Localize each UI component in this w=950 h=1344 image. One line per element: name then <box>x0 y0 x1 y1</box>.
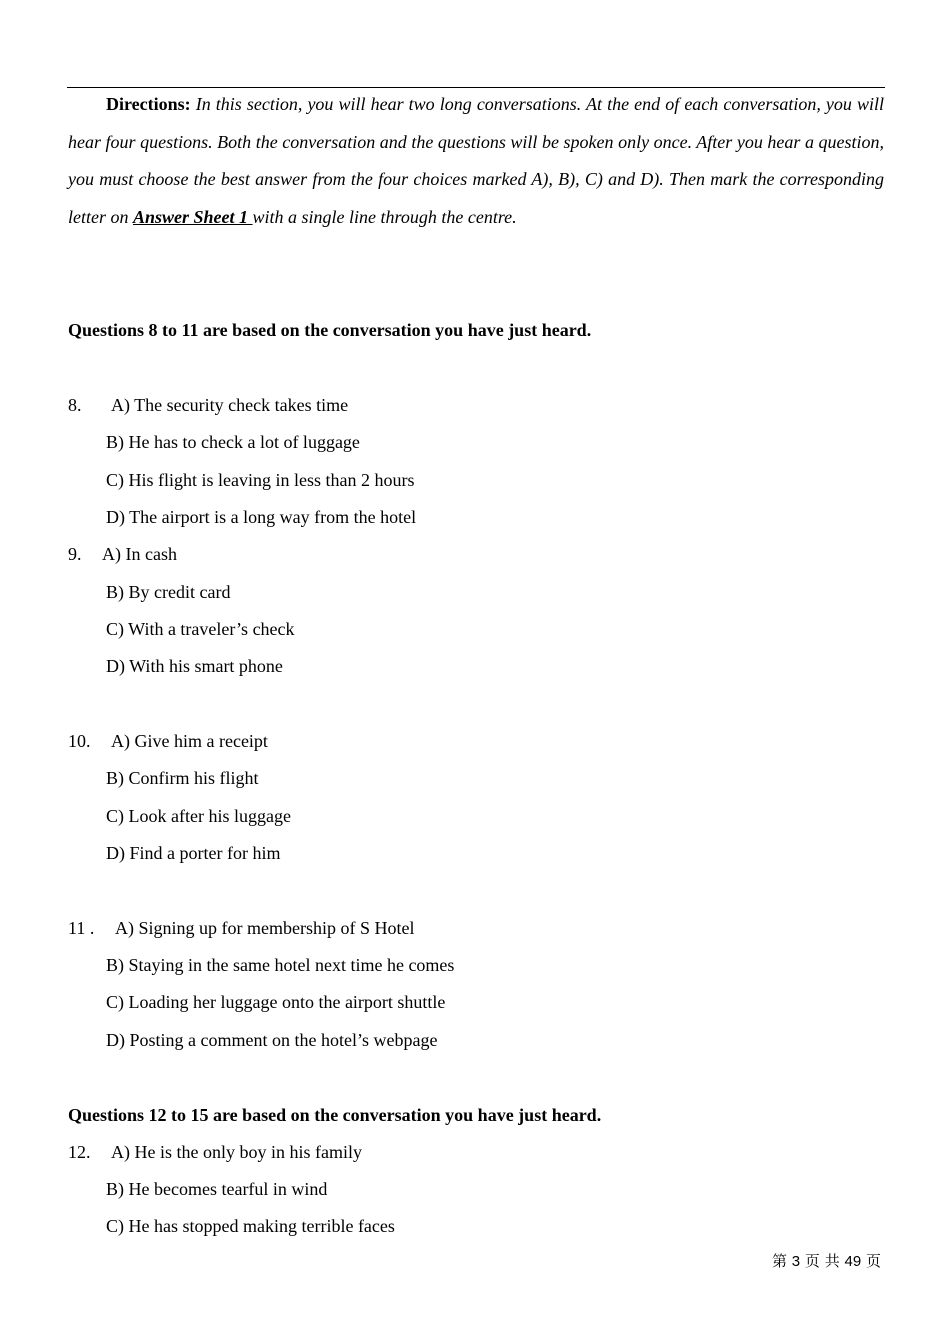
option: B) Staying in the same hotel next time he comes <box>106 955 455 975</box>
question-number: 9. <box>68 544 82 564</box>
directions-label: Directions: <box>106 94 191 114</box>
section-heading: Questions 12 to 15 are based on the conversation you have just heard. <box>68 1105 602 1125</box>
question-12 <box>68 1141 362 1163</box>
footer-suffix: 页 <box>865 1252 881 1270</box>
option: D) With his smart phone <box>106 656 283 676</box>
section-heading: Questions 8 to 11 are based on the conversation you have just heard. <box>68 320 592 340</box>
question-number: 12. <box>68 1142 91 1162</box>
directions-text: In this section, you will hear two long conversations. At the end of each conversation, you will hear four questions. Both the conversation and the questions will be spoken only once. After you hear a question, you must choose the best answer from the four choices marked A), B), C) and D). Then mark the corresponding letter on <box>68 94 884 227</box>
option: C) Loading her luggage onto the airport shuttle <box>106 992 446 1012</box>
footer-prefix: 第 <box>772 1252 788 1270</box>
question-number: 10. <box>68 731 91 751</box>
option: C) With a traveler’s check <box>106 619 295 639</box>
option: B) Confirm his flight <box>106 768 259 788</box>
footer-middle: 页 共 <box>804 1252 840 1270</box>
option: D) Posting a comment on the hotel’s webpage <box>106 1030 438 1050</box>
question-number: 8. <box>68 395 82 415</box>
option: A) He is the only boy in his family <box>111 1142 362 1162</box>
option: C) Look after his luggage <box>106 806 291 826</box>
question-number: 11 . <box>68 918 95 938</box>
question-8 <box>68 394 349 416</box>
question-11 <box>68 917 415 939</box>
question-9 <box>68 543 177 565</box>
directions-text-end: with a single line through the centre. <box>252 206 517 227</box>
option: A) Give him a receipt <box>111 731 268 751</box>
answer-sheet-reference: Answer Sheet 1 <box>133 206 253 227</box>
option: A) Signing up for membership of S Hotel <box>115 918 415 938</box>
directions-paragraph <box>68 86 884 236</box>
total-pages: 49 <box>844 1253 862 1270</box>
option: D) Find a porter for him <box>106 843 281 863</box>
option: C) He has stopped making terrible faces <box>106 1216 395 1236</box>
page-number: 3 <box>791 1253 801 1270</box>
option: A) In cash <box>102 544 177 564</box>
option: A) The security check takes time <box>111 395 349 415</box>
page-footer <box>772 1250 881 1271</box>
option: B) He becomes tearful in wind <box>106 1179 328 1199</box>
option: C) His flight is leaving in less than 2 hours <box>106 470 415 490</box>
question-10 <box>68 730 268 752</box>
option: B) He has to check a lot of luggage <box>106 432 360 452</box>
option: B) By credit card <box>106 582 231 602</box>
option: D) The airport is a long way from the hotel <box>106 507 417 527</box>
